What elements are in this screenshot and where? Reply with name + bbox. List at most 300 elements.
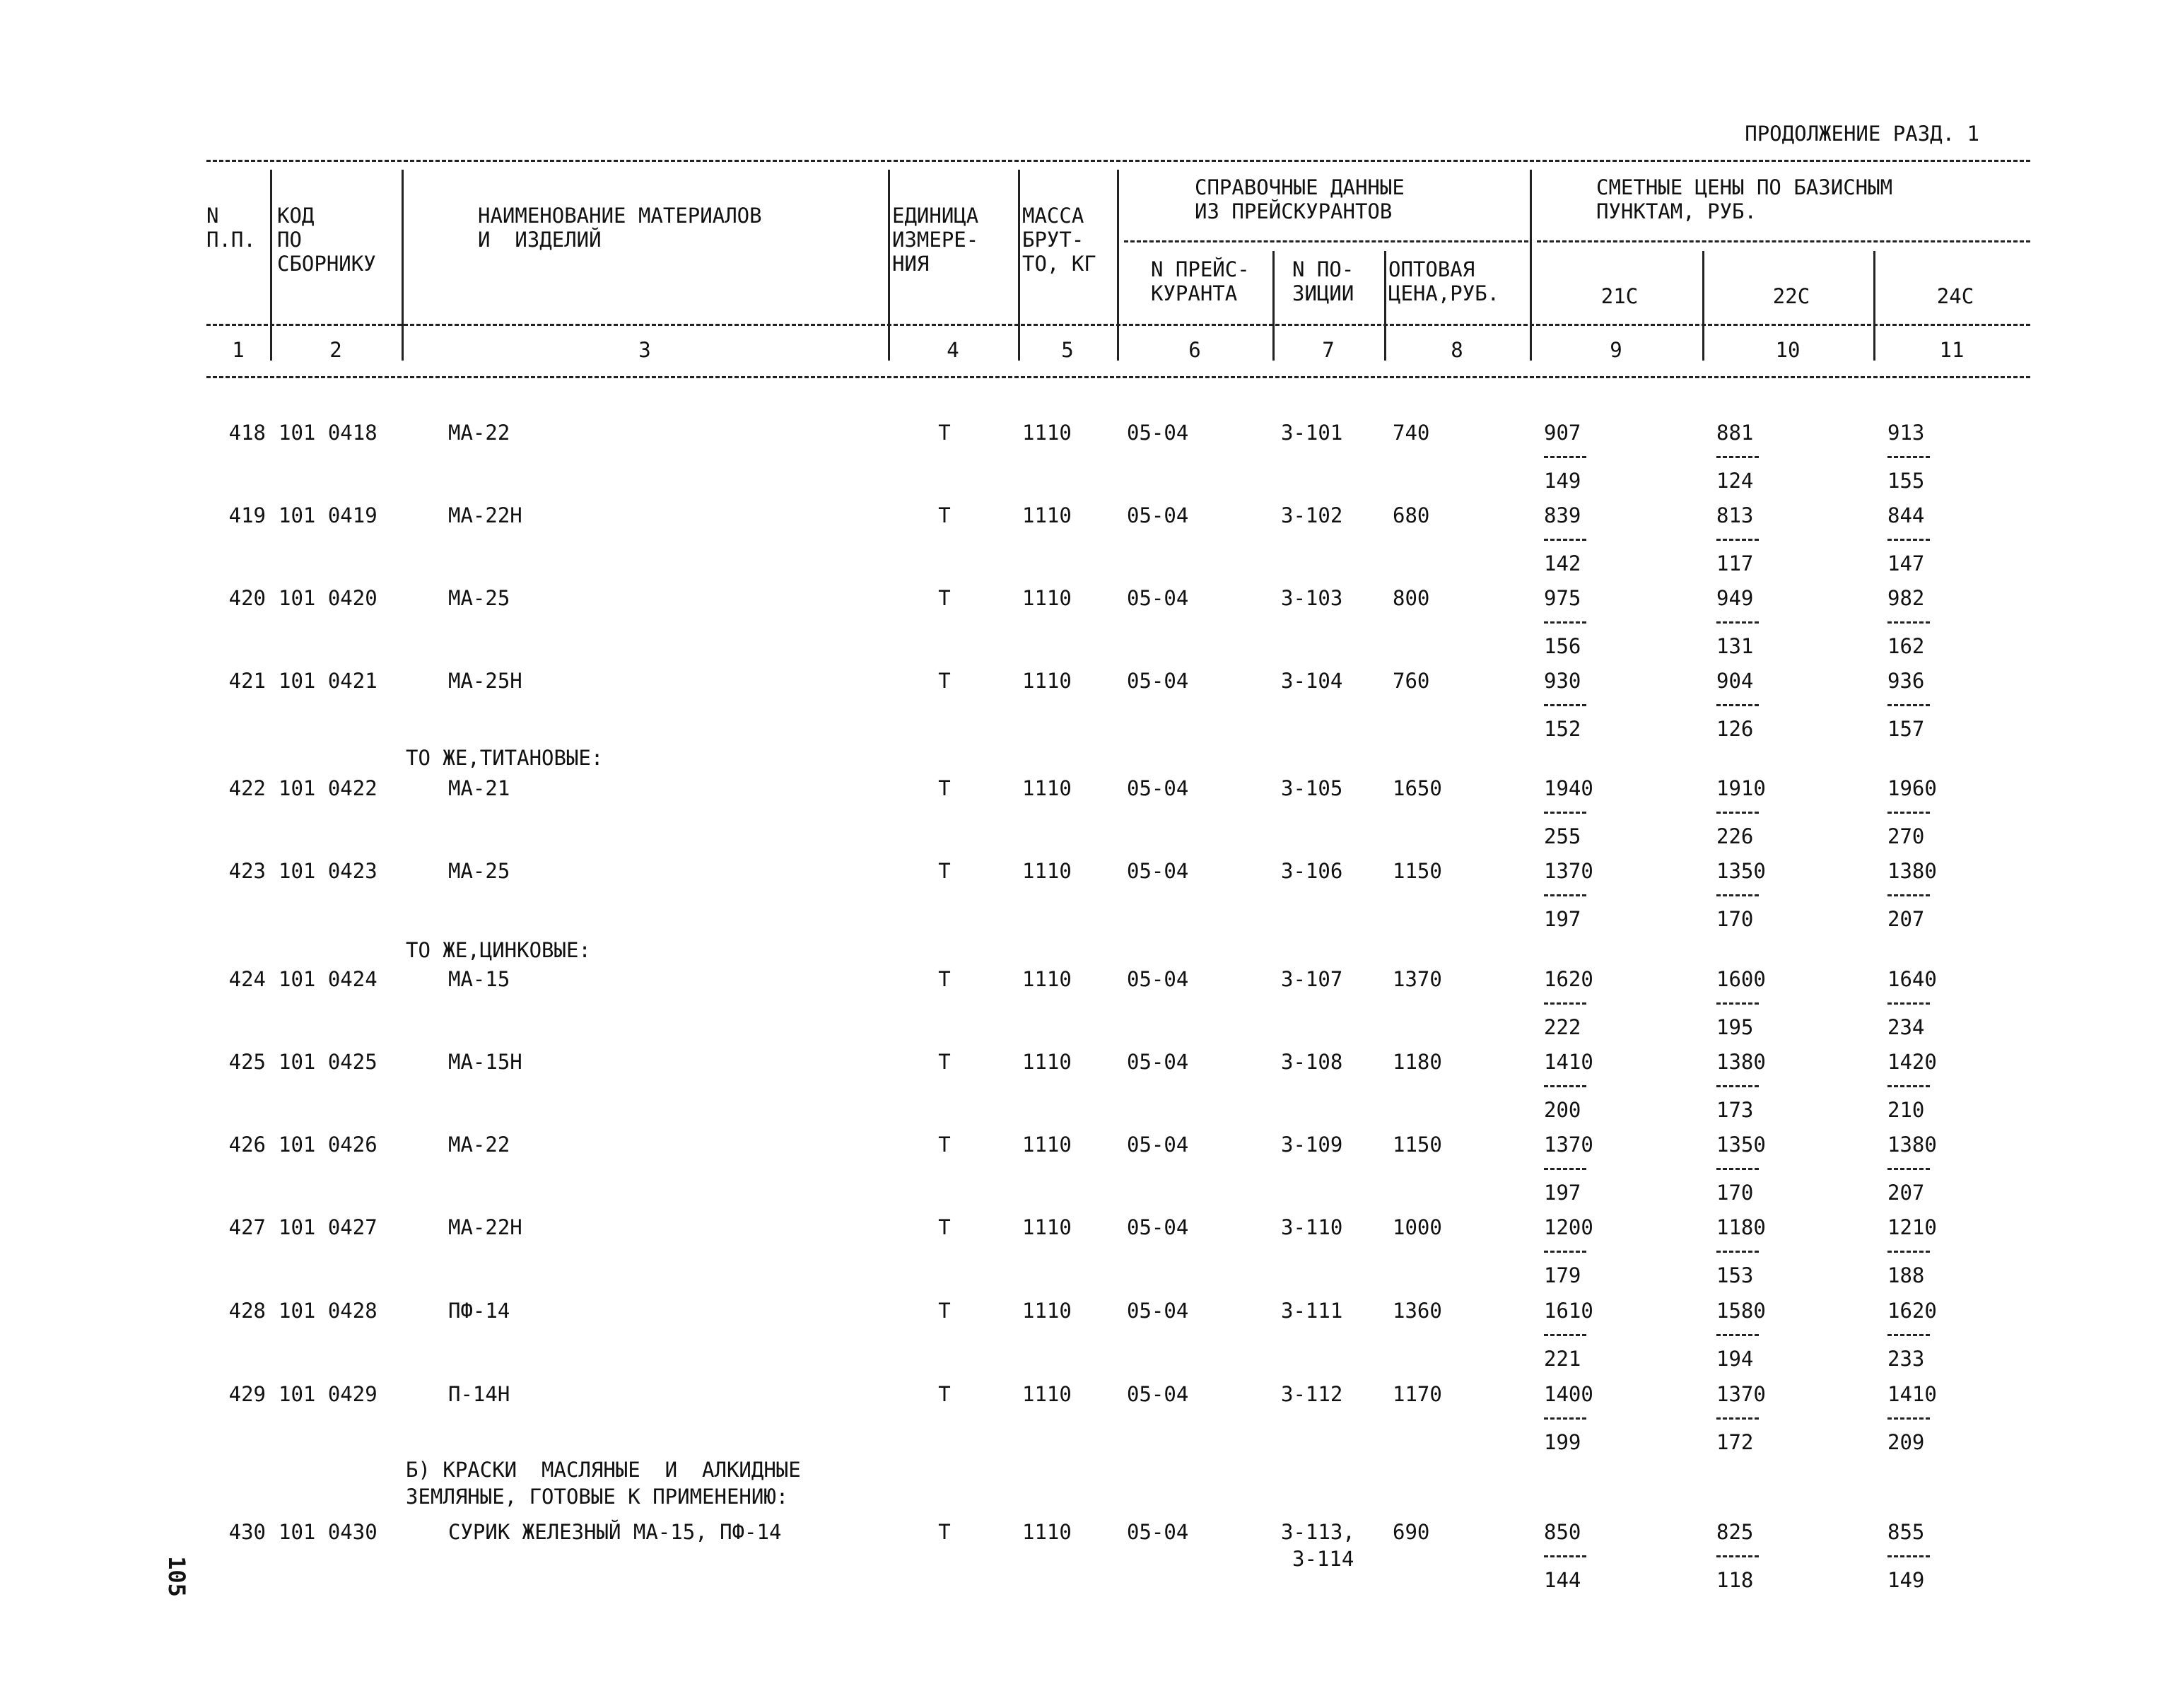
row-mass: 1110 (1022, 859, 1072, 883)
price-22c (1716, 503, 1801, 575)
row-wholesale: 1150 (1393, 1133, 1442, 1157)
price-24c (1887, 1382, 1972, 1454)
price-24c (1887, 1050, 1972, 1122)
col7-header: N ПО- ЗИЦИИ (1292, 257, 1354, 305)
row-number: 418 (228, 421, 266, 445)
colnum: 8 (1451, 338, 1463, 362)
price-denominator: 270 (1887, 824, 1925, 848)
row-code: 101 0418 (279, 421, 377, 445)
row-price-list: 05-04 (1127, 967, 1189, 991)
row-number: 430 (228, 1520, 266, 1544)
price-21c (1544, 1382, 1629, 1454)
table-row (0, 1520, 2166, 1598)
row-mass: 1110 (1022, 1520, 1072, 1544)
price-numerator: 930 (1544, 669, 1581, 693)
section-zinc: ТО ЖЕ,ЦИНКОВЫЕ: (406, 938, 591, 962)
row-position: 3-109 (1281, 1133, 1343, 1157)
price-21c (1544, 967, 1629, 1039)
fraction-bar (1716, 610, 1801, 634)
fraction-bar (1716, 1406, 1801, 1430)
price-22c (1716, 1382, 1801, 1454)
row-name: СУРИК ЖЕЛЕЗНЫЙ МА-15, ПФ-14 (448, 1520, 782, 1544)
price-numerator: 825 (1716, 1520, 1754, 1544)
row-number: 429 (228, 1382, 266, 1406)
row-position: 3-102 (1281, 503, 1343, 527)
price-24c (1887, 859, 1972, 931)
price-numerator: 1210 (1887, 1215, 1937, 1239)
price-denominator: 144 (1544, 1568, 1581, 1592)
price-24c (1887, 669, 1972, 741)
row-name: МА-25 (448, 859, 510, 883)
price-21c (1544, 1520, 1629, 1592)
price-numerator: 855 (1887, 1520, 1925, 1544)
colnum: 9 (1610, 338, 1622, 362)
row-code: 101 0430 (279, 1520, 377, 1544)
price-denominator: 199 (1544, 1430, 1581, 1454)
row-position-2: 3-114 (1292, 1547, 1354, 1571)
section-titanium: ТО ЖЕ,ТИТАНОВЫЕ: (406, 746, 604, 770)
price-denominator: 209 (1887, 1430, 1925, 1454)
fraction-bar (1887, 1239, 1972, 1263)
row-unit: Т (938, 1299, 951, 1323)
price-numerator: 1380 (1887, 1133, 1937, 1157)
col9-header: 21С (1600, 284, 1639, 308)
row-wholesale: 1150 (1393, 859, 1442, 883)
fraction-bar (1716, 991, 1801, 1015)
price-24c (1887, 1215, 1972, 1287)
row-position: 3-105 (1281, 776, 1343, 800)
row-unit: Т (938, 421, 951, 445)
row-name: ПФ-14 (448, 1299, 510, 1323)
row-position: 3-101 (1281, 421, 1343, 445)
table-row (0, 421, 2166, 498)
price-numerator: 907 (1544, 421, 1581, 445)
colnum: 10 (1775, 338, 1801, 362)
price-numerator: 839 (1544, 503, 1581, 527)
row-code: 101 0428 (279, 1299, 377, 1323)
price-numerator: 1350 (1716, 859, 1766, 883)
fraction-bar (1716, 1323, 1801, 1347)
row-wholesale: 760 (1393, 669, 1430, 693)
row-code: 101 0419 (279, 503, 377, 527)
row-mass: 1110 (1022, 669, 1072, 693)
price-denominator: 222 (1544, 1015, 1581, 1039)
price-numerator: 936 (1887, 669, 1925, 693)
price-numerator: 1960 (1887, 776, 1937, 800)
fraction-bar (1887, 1157, 1972, 1181)
fraction-bar (1544, 445, 1629, 469)
row-mass: 1110 (1022, 503, 1072, 527)
row-mass: 1110 (1022, 1050, 1072, 1074)
price-21c (1544, 1299, 1629, 1371)
col11-header: 24С (1936, 284, 1974, 308)
price-numerator: 1620 (1544, 967, 1593, 991)
col10-header: 22С (1772, 284, 1810, 308)
fraction-bar (1887, 1544, 1972, 1568)
fraction-bar (1544, 527, 1629, 551)
row-number: 427 (228, 1215, 266, 1239)
row-position: 3-106 (1281, 859, 1343, 883)
price-denominator: 172 (1716, 1430, 1754, 1454)
row-position: 3-104 (1281, 669, 1343, 693)
price-numerator: 982 (1887, 586, 1925, 610)
fraction-bar (1887, 527, 1972, 551)
table-row (0, 503, 2166, 581)
price-denominator: 153 (1716, 1263, 1754, 1287)
price-denominator: 147 (1887, 551, 1925, 575)
fraction-bar (1716, 527, 1801, 551)
row-code: 101 0427 (279, 1215, 377, 1239)
row-wholesale: 1360 (1393, 1299, 1442, 1323)
section-paints-line2: ЗЕМЛЯНЫЕ, ГОТОВЫЕ К ПРИМЕНЕНИЮ: (406, 1485, 789, 1509)
row-unit: Т (938, 1382, 951, 1406)
row-position: 3-108 (1281, 1050, 1343, 1074)
row-unit: Т (938, 1133, 951, 1157)
row-mass: 1110 (1022, 1299, 1072, 1323)
row-name: МА-15 (448, 967, 510, 991)
table-row (0, 1382, 2166, 1460)
price-21c (1544, 776, 1629, 848)
price-24c (1887, 1299, 1972, 1371)
row-wholesale: 1180 (1393, 1050, 1442, 1074)
table-row (0, 967, 2166, 1045)
row-wholesale: 680 (1393, 503, 1430, 527)
row-number: 424 (228, 967, 266, 991)
price-numerator: 913 (1887, 421, 1925, 445)
row-code: 101 0424 (279, 967, 377, 991)
colnum: 7 (1322, 338, 1335, 362)
price-22c (1716, 421, 1801, 493)
row-price-list: 05-04 (1127, 1382, 1189, 1406)
row-number: 423 (228, 859, 266, 883)
price-24c (1887, 1133, 1972, 1205)
row-unit: Т (938, 1050, 951, 1074)
price-denominator: 234 (1887, 1015, 1925, 1039)
row-code: 101 0422 (279, 776, 377, 800)
price-numerator: 1180 (1716, 1215, 1766, 1239)
row-code: 101 0421 (279, 669, 377, 693)
table-row (0, 1299, 2166, 1376)
price-numerator: 881 (1716, 421, 1754, 445)
row-number: 426 (228, 1133, 266, 1157)
price-numerator: 975 (1544, 586, 1581, 610)
fraction-bar (1544, 800, 1629, 824)
fraction-bar (1544, 610, 1629, 634)
row-unit: Т (938, 1215, 951, 1239)
col2-header: КОД ПО СБОРНИКУ (277, 204, 376, 276)
fraction-bar (1716, 883, 1801, 907)
row-price-list: 05-04 (1127, 1050, 1189, 1074)
price-denominator: 200 (1544, 1098, 1581, 1122)
row-price-list: 05-04 (1127, 1133, 1189, 1157)
price-denominator: 179 (1544, 1263, 1581, 1287)
row-code: 101 0426 (279, 1133, 377, 1157)
row-mass: 1110 (1022, 1382, 1072, 1406)
row-mass: 1110 (1022, 421, 1072, 445)
row-unit: Т (938, 503, 951, 527)
price-21c (1544, 503, 1629, 575)
fraction-bar (1716, 800, 1801, 824)
row-unit: Т (938, 669, 951, 693)
fraction-bar (1716, 1157, 1801, 1181)
price-numerator: 1410 (1887, 1382, 1937, 1406)
row-number: 428 (228, 1299, 266, 1323)
price-numerator: 1370 (1544, 859, 1593, 883)
price-denominator: 152 (1544, 717, 1581, 741)
row-number: 421 (228, 669, 266, 693)
table-row (0, 1215, 2166, 1293)
row-mass: 1110 (1022, 1215, 1072, 1239)
price-denominator: 157 (1887, 717, 1925, 741)
price-numerator: 1580 (1716, 1299, 1766, 1323)
fraction-bar (1544, 1406, 1629, 1430)
price-21c (1544, 421, 1629, 493)
row-price-list: 05-04 (1127, 1299, 1189, 1323)
row-name: МА-21 (448, 776, 510, 800)
colnum: 6 (1188, 338, 1201, 362)
table-row (0, 586, 2166, 664)
price-denominator: 194 (1716, 1347, 1754, 1371)
col4-header: ЕДИНИЦА ИЗМЕРЕ- НИЯ (892, 204, 979, 276)
table-row (0, 669, 2166, 747)
price-numerator: 1600 (1716, 967, 1766, 991)
price-numerator: 813 (1716, 503, 1754, 527)
row-name: МА-22 (448, 1133, 510, 1157)
row-unit: Т (938, 967, 951, 991)
row-name: МА-22Н (448, 1215, 522, 1239)
row-wholesale: 1370 (1393, 967, 1442, 991)
price-22c (1716, 586, 1801, 658)
price-numerator: 1380 (1887, 859, 1937, 883)
price-24c (1887, 421, 1972, 493)
price-21c (1544, 1215, 1629, 1287)
price-denominator: 118 (1716, 1568, 1754, 1592)
price-denominator: 142 (1544, 551, 1581, 575)
price-numerator: 1640 (1887, 967, 1937, 991)
row-wholesale: 740 (1393, 421, 1430, 445)
price-denominator: 197 (1544, 1181, 1581, 1205)
group-prices-header: СМЕТНЫЕ ЦЕНЫ ПО БАЗИСНЫМ ПУНКТАМ, РУБ. (1596, 175, 1893, 223)
fraction-bar (1887, 800, 1972, 824)
fraction-bar (1544, 1074, 1629, 1098)
price-denominator: 233 (1887, 1347, 1925, 1371)
fraction-bar (1544, 991, 1629, 1015)
row-price-list: 05-04 (1127, 669, 1189, 693)
fraction-bar (1544, 1544, 1629, 1568)
row-mass: 1110 (1022, 967, 1072, 991)
price-numerator: 1380 (1716, 1050, 1766, 1074)
price-numerator: 1200 (1544, 1215, 1593, 1239)
colnum: 4 (947, 338, 959, 362)
row-mass: 1110 (1022, 1133, 1072, 1157)
price-22c (1716, 1520, 1801, 1592)
row-position: 3-112 (1281, 1382, 1343, 1406)
price-denominator: 197 (1544, 907, 1581, 931)
fraction-bar (1544, 693, 1629, 717)
fraction-bar (1887, 1074, 1972, 1098)
col3-header: НАИМЕНОВАНИЕ МАТЕРИАЛОВ И ИЗДЕЛИЙ (478, 204, 762, 252)
table-row (0, 1133, 2166, 1210)
colnum: 2 (329, 338, 342, 362)
price-24c (1887, 967, 1972, 1039)
row-wholesale: 1170 (1393, 1382, 1442, 1406)
price-denominator: 226 (1716, 824, 1754, 848)
price-denominator: 195 (1716, 1015, 1754, 1039)
price-24c (1887, 586, 1972, 658)
row-price-list: 05-04 (1127, 1215, 1189, 1239)
price-denominator: 124 (1716, 469, 1754, 493)
row-number: 419 (228, 503, 266, 527)
row-mass: 1110 (1022, 586, 1072, 610)
row-code: 101 0420 (279, 586, 377, 610)
price-denominator: 255 (1544, 824, 1581, 848)
row-mass: 1110 (1022, 776, 1072, 800)
row-name: П-14Н (448, 1382, 510, 1406)
price-numerator: 1350 (1716, 1133, 1766, 1157)
price-22c (1716, 967, 1801, 1039)
col5-header: МАССА БРУТ- ТО, КГ (1022, 204, 1096, 276)
price-denominator: 170 (1716, 1181, 1754, 1205)
price-denominator: 126 (1716, 717, 1754, 741)
price-numerator: 904 (1716, 669, 1754, 693)
group-ref-header: СПРАВОЧНЫЕ ДАННЫЕ ИЗ ПРЕЙСКУРАНТОВ (1195, 175, 1405, 223)
price-denominator: 149 (1887, 1568, 1925, 1592)
price-numerator: 850 (1544, 1520, 1581, 1544)
row-name: МА-25Н (448, 669, 522, 693)
price-numerator: 1910 (1716, 776, 1766, 800)
colnum: 5 (1061, 338, 1074, 362)
price-24c (1887, 1520, 1972, 1592)
row-wholesale: 1000 (1393, 1215, 1442, 1239)
price-21c (1544, 1133, 1629, 1205)
price-numerator: 1400 (1544, 1382, 1593, 1406)
row-position: 3-110 (1281, 1215, 1343, 1239)
fraction-bar (1887, 1406, 1972, 1430)
row-unit: Т (938, 586, 951, 610)
price-22c (1716, 1050, 1801, 1122)
fraction-bar (1544, 1239, 1629, 1263)
row-number: 420 (228, 586, 266, 610)
price-21c (1544, 859, 1629, 931)
price-21c (1544, 1050, 1629, 1122)
row-name: МА-22Н (448, 503, 522, 527)
price-numerator: 844 (1887, 503, 1925, 527)
col1-header: N П.П. (206, 204, 256, 252)
colnum: 1 (232, 338, 245, 362)
table-row (0, 859, 2166, 937)
row-price-list: 05-04 (1127, 586, 1189, 610)
row-number: 422 (228, 776, 266, 800)
price-22c (1716, 1299, 1801, 1371)
row-price-list: 05-04 (1127, 503, 1189, 527)
price-denominator: 155 (1887, 469, 1925, 493)
price-numerator: 1370 (1544, 1133, 1593, 1157)
col6-header: N ПРЕЙС- КУРАНТА (1151, 257, 1250, 305)
price-22c (1716, 776, 1801, 848)
price-numerator: 1620 (1887, 1299, 1937, 1323)
section-paints-line1: Б) КРАСКИ МАСЛЯНЫЕ И АЛКИДНЫЕ (406, 1458, 801, 1482)
fraction-bar (1887, 991, 1972, 1015)
colnum: 11 (1939, 338, 1965, 362)
row-number: 425 (228, 1050, 266, 1074)
fraction-bar (1887, 445, 1972, 469)
price-22c (1716, 669, 1801, 741)
row-code: 101 0429 (279, 1382, 377, 1406)
row-price-list: 05-04 (1127, 776, 1189, 800)
row-name: МА-25 (448, 586, 510, 610)
colnum: 3 (638, 338, 651, 362)
row-unit: Т (938, 859, 951, 883)
row-wholesale: 800 (1393, 586, 1430, 610)
price-denominator: 207 (1887, 1181, 1925, 1205)
price-denominator: 173 (1716, 1098, 1754, 1122)
fraction-bar (1716, 1074, 1801, 1098)
price-denominator: 188 (1887, 1263, 1925, 1287)
row-position: 3-103 (1281, 586, 1343, 610)
fraction-bar (1887, 693, 1972, 717)
row-name: МА-15Н (448, 1050, 522, 1074)
price-denominator: 162 (1887, 634, 1925, 658)
price-21c (1544, 669, 1629, 741)
price-denominator: 149 (1544, 469, 1581, 493)
price-21c (1544, 586, 1629, 658)
fraction-bar (1716, 1544, 1801, 1568)
price-denominator: 221 (1544, 1347, 1581, 1371)
fraction-bar (1716, 1239, 1801, 1263)
price-numerator: 1610 (1544, 1299, 1593, 1323)
fraction-bar (1887, 610, 1972, 634)
fraction-bar (1887, 1323, 1972, 1347)
price-denominator: 170 (1716, 907, 1754, 931)
row-code: 101 0423 (279, 859, 377, 883)
price-numerator: 1940 (1544, 776, 1593, 800)
row-position: 3-113, (1281, 1520, 1355, 1544)
fraction-bar (1716, 693, 1801, 717)
fraction-bar (1544, 1157, 1629, 1181)
price-denominator: 207 (1887, 907, 1925, 931)
price-denominator: 131 (1716, 634, 1754, 658)
fraction-bar (1716, 445, 1801, 469)
price-24c (1887, 503, 1972, 575)
row-wholesale: 690 (1393, 1520, 1430, 1544)
row-unit: Т (938, 776, 951, 800)
col8-header: ОПТОВАЯ ЦЕНА,РУБ. (1388, 257, 1500, 305)
table-row (0, 776, 2166, 854)
fraction-bar (1544, 883, 1629, 907)
row-code: 101 0425 (279, 1050, 377, 1074)
row-name: МА-22 (448, 421, 510, 445)
price-22c (1716, 1215, 1801, 1287)
row-unit: Т (938, 1520, 951, 1544)
table-row (0, 1050, 2166, 1128)
row-wholesale: 1650 (1393, 776, 1442, 800)
price-22c (1716, 859, 1801, 931)
price-numerator: 949 (1716, 586, 1754, 610)
page-number: 105 (163, 1556, 190, 1597)
price-denominator: 117 (1716, 551, 1754, 575)
row-price-list: 05-04 (1127, 1520, 1189, 1544)
price-numerator: 1370 (1716, 1382, 1766, 1406)
price-numerator: 1420 (1887, 1050, 1937, 1074)
price-numerator: 1410 (1544, 1050, 1593, 1074)
row-price-list: 05-04 (1127, 421, 1189, 445)
row-price-list: 05-04 (1127, 859, 1189, 883)
fraction-bar (1887, 883, 1972, 907)
fraction-bar (1544, 1323, 1629, 1347)
price-24c (1887, 776, 1972, 848)
price-22c (1716, 1133, 1801, 1205)
price-denominator: 156 (1544, 634, 1581, 658)
